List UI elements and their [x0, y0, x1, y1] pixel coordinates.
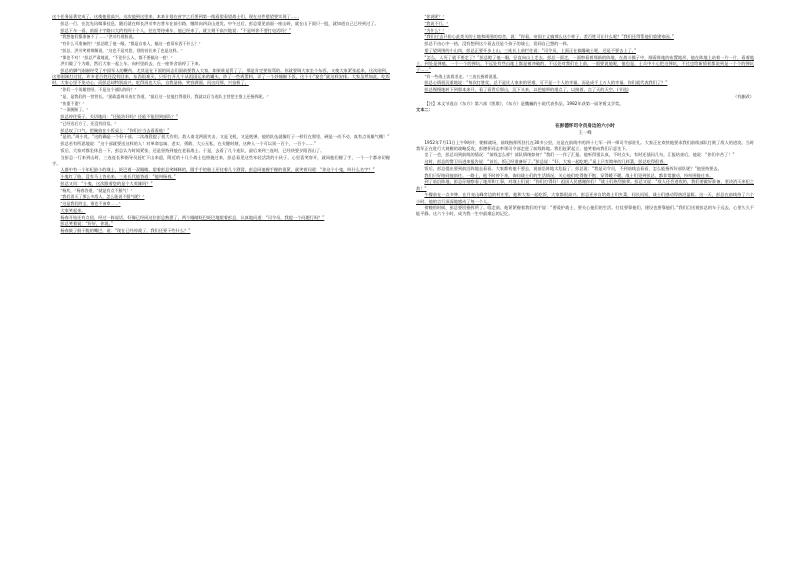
paragraph	[416, 41, 754, 47]
paragraph	[52, 188, 390, 194]
paragraph	[416, 28, 754, 34]
paragraph-text: “那也不对！”彭总严肃地说，“不论什么人，都不要搞这一套！”	[60, 54, 173, 60]
paragraph-text: “我说不行。”	[424, 20, 449, 26]
paragraph	[416, 34, 754, 40]
paragraph-text: 杨春开始还有点扭，经过一阵说话，好像已经同这位彭总熟悉了，两个眼睛眨巴眨巴地望着彭总，认真地问道：“司令员，我提一个问题行吗？”	[60, 214, 325, 220]
paragraph-text: 我们只好陪同他前往。一路上，他不时停下来，询问战士们的生活情况，关心他们吃得饱不饱、穿得暖不暖。战士们见到彭总，都非常激动，纷纷围拢过来。	[424, 172, 714, 178]
paragraph-text: （有删改）	[733, 93, 754, 99]
paragraph	[416, 101, 754, 107]
paragraph	[52, 41, 390, 47]
section-label	[416, 107, 754, 113]
paragraph-text: 彭总慢慢地转下到那本来开，看了看背后那山，沉下头来，以把他带的烟点了，以接着，点了天的天空。(节选)	[424, 87, 629, 93]
paragraph-text: 饭后，彭总提出要到前沿阵地去看看。大家都劝他不要去，说前沿阵地太危险了。彭总说：“我是司令员，不到前线去看看，怎么能指挥好部队呢？”他坚持要去。	[424, 165, 722, 171]
paragraph-text: “一条腿断了。”	[60, 107, 89, 113]
paragraph-text: 人群中有一个年纪最小的战士，眨巴着一双眼睛，望着彭总笑眯眯的，圆手手的脸上还挂着几个酒窝，彭总同他握手握的很紧，就笑着问道：“你这个小鬼，叫什么名字？”	[60, 167, 375, 173]
paragraph-text: 彭总一行，在沈先讯喝事挂息，随后就在师长洪川率吉普车在前引路，继续向四县山进发。中午过后，彭总望见前面一座山岭，就在山下面只一股，就知道自己已经到过了。	[60, 20, 379, 26]
paragraph-text: “彭总，洪川笑着辩解说，“这也不是对您，别的首长来了也是这样。”	[60, 47, 183, 53]
paragraph-text: 洪川做了个为难，然后大家一起上车，向村里前去，在一座茶舍前停了下来。	[60, 61, 203, 67]
paragraph	[52, 48, 390, 54]
paragraph-text: 大家笑起来。	[60, 207, 86, 213]
paragraph	[52, 28, 390, 34]
paragraph	[52, 148, 390, 154]
paragraph	[416, 166, 754, 172]
article-author	[416, 131, 754, 137]
paragraph	[52, 101, 390, 107]
paragraph-text: “杨兆，”杨春答道，“就是有点不服气！”	[60, 187, 133, 193]
paragraph	[52, 94, 390, 100]
paragraph-text: 这个任务显著完成了。这使他很高兴。这次他到这里来，本来计划在省字之后要到第一线看望看望战士们，现在这件愿望要实现了……	[52, 14, 300, 19]
paragraph	[416, 173, 754, 179]
paragraph-text: 当彭总一行来到山时，三连连长和指导员赶忙下山来迎，附近的十几个战士也围拢过来，彭总看见这些年轻活泼的小伙子，心里喜笑容开，就同他们握了手，一个一个都亲切握手。	[52, 154, 390, 166]
paragraph-text: “你们一个英雄营呀，不是这个部队的吗？”	[60, 87, 137, 93]
paragraph	[52, 181, 390, 187]
paragraph	[52, 14, 390, 20]
paragraph-text: 杨春鼓了鼓干脆的嘴巴，说：“现在已经停战了，我们还要干些什么？”	[60, 228, 191, 234]
paragraph	[416, 205, 754, 217]
source-note	[416, 94, 754, 100]
paragraph-text: “已经送后方了，还没有回信。”	[60, 120, 117, 126]
paragraph	[416, 152, 754, 158]
paragraph-text: “伤重不重？”	[60, 100, 85, 106]
paragraph-text: 彭总心情很沉重地说：“每次打胜仗，总不是比人家来的更难，可不是一个人的幸福，而是成千上万人的幸福，你们就代表我们了？”	[424, 80, 668, 86]
paragraph-text: 1952年7月11日上午9时许，朝鲜战场，前线指挥所驻扎在30多公里，这是在前线中的四十七军一四一师司令部驻扎。大家正在欢快地要求我们前线部队打败了敌人的进攻。当时我军正在进行大规模的战略反攻，彭德怀同志率领司令部走进了前线阵地。我们赶紧起立，他笑着向我们示意坐下。	[416, 139, 754, 151]
paragraph	[52, 128, 390, 134]
paragraph	[416, 48, 754, 54]
paragraph	[416, 179, 754, 191]
paragraph-text: 【注】本文节选自《东方》第六部《凯歌》，《东方》是魏巍的小说代表作品，1982年获第一届茅盾文学奖。	[424, 100, 624, 106]
paragraph	[52, 55, 390, 61]
paragraph	[416, 192, 754, 204]
paragraph	[416, 87, 754, 93]
paragraph-text: “是，是我们的一营营长。”团政委周川连忙答道，“最后这一仗他打得很好，我就以后当连队主营把主推上还指挥呢。”	[60, 93, 269, 99]
paragraph-text: 彭总叹了口气，把碗放在小饭桌上：“你们应当去看看他！”	[60, 127, 170, 133]
paragraph-text: “是的。”周小兆，“这的确是一个好干部，二次战役提了很大作用。敌人南北两面夹击，又是飞机，又是炮弹，他的队伍就像钉子一样钉在那里，硬是一动不动，真有点英雄气概！”	[60, 134, 390, 140]
paragraph	[52, 141, 390, 147]
paragraph	[52, 194, 390, 200]
paragraph	[52, 208, 390, 214]
spacer	[416, 114, 754, 120]
paragraph	[52, 221, 390, 227]
paragraph	[52, 167, 390, 173]
right-column	[416, 14, 754, 552]
paragraph-text: “有什么可准备的？”彭总瞪了他一眼，“都是自家人，搞这一套旧东西干什么？”	[60, 41, 201, 46]
paragraph-text: 这时，彭总的警卫员进来报告说：“首长，饭已经准备好了。”彭总说：“好，大家一起吃吧。”桌上只有简单的几样菜，彭总吃得很香。	[424, 159, 668, 165]
paragraph	[52, 174, 390, 180]
paragraph-text: 王一峰	[578, 131, 592, 137]
paragraph-text: 彭总笑着说：“好好，你说。”	[60, 221, 113, 227]
left-column	[52, 14, 390, 552]
paragraph	[416, 55, 754, 73]
paragraph	[52, 134, 390, 140]
paragraph-text: “这是我们的宝，谁也不该拿……”	[60, 201, 121, 207]
paragraph	[52, 228, 390, 234]
paragraph	[52, 201, 390, 207]
paragraph	[52, 68, 390, 86]
paragraph-text: 文本二：	[416, 107, 433, 113]
paragraph-text: “为什么？”	[424, 27, 445, 33]
paragraph-text: 彭总不由心中一热，没有想到这个看去还是个孩子的战士，竟同自己想的一样。	[424, 41, 571, 46]
paragraph	[416, 74, 754, 80]
paragraph-text: 彭总停住筷子，关切地问：“还能治好吗？还能不能回到部队？”	[60, 114, 178, 120]
paragraph-text: 傍晚的时候，彭总要回指挥所了。临走前，他紧紧握着我们的手说：“要爱护战士，要关心他们的生活。打仗要靠他们，建设也要靠他们。”我们目送着彭总的车子远去，心里久久不能平静。这六个小时，成为我一生中最难忘的记忆。	[416, 205, 754, 217]
paragraph	[52, 155, 390, 167]
paragraph	[52, 215, 390, 221]
article-title	[416, 124, 754, 130]
paragraph-text: 望了望周围的小山岗，彭总正要开步上山，三连长上前拦住说：“司令员，上面正在搞爆破土呢，还是不要去上了。”	[424, 47, 637, 53]
paragraph	[52, 107, 390, 113]
paragraph-text: “我想他们都准备不了……”洪川红着脸说。	[60, 34, 137, 40]
paragraph-text: “我们过去只担心此类关的土地和周围的房舍，说：“你看，帝国主义搞那么这个样子，差百姓可让什么呢？”我们还得帮他们重建家园。”	[424, 34, 674, 40]
paragraph	[52, 121, 390, 127]
paragraph-text: “你说呢？”	[424, 14, 445, 19]
paragraph	[416, 80, 754, 86]
paragraph	[416, 140, 754, 152]
paragraph-text: “我们消灭了那么多敌人，怎么能说不服气呢？”	[60, 194, 145, 200]
paragraph-text: 彭总下车一看，前面十字路口大约有四十个人，往在等待乘车，他已经来了，就立刻不高兴地说：“不是叫你不要打电话吗？”	[60, 27, 291, 33]
paragraph-text: 小鬼红了脸，没有马上答出来。三连长代他答道：“他叫杨春。”	[60, 174, 176, 180]
paragraph-text: 彭总又问：“小鬼，这次跟着您的是个大英雄吗？”	[60, 180, 153, 186]
paragraph-text: 彭总若有所思地说：“这个部就要送这样的人！对革命忠诚、老实、勇敢、大公无私，在关键时刻，这种人一个可以顶一百个，一百个……”	[60, 141, 316, 147]
paragraph	[416, 159, 754, 165]
paragraph-text: 饭后，大家对都坐休息一下，彭总认为时间紧张，还是坚持到他在老看战士。于是，去看了几个连队，最后来到三连时，已经快要夕阳西山了。	[60, 147, 325, 153]
paragraph-text: “有一些战士流着泪走。”三连长指着说道。	[424, 73, 501, 79]
paragraph-text: 坐了一会，彭总问到前线的情况：“前线怎么样？部队情绪如何？”我们一一作了汇报。他听得很认真，不时点头，有时还插问几句。汇报结束后，他说：“你们辛苦了！”	[424, 152, 735, 158]
paragraph	[416, 21, 754, 27]
paragraph	[416, 14, 754, 20]
paragraph	[52, 61, 390, 67]
paragraph	[52, 34, 390, 40]
paragraph	[52, 21, 390, 27]
paragraph-text: “怎么，人死了就不要走了？”彭总瞪了他一眼，径直向山上走去。彭总一面走，一面察看着那新的阵地，在战斗摸子中，细看阵地的布置地形，他在阵地上站着一片一片，看着地上，到处是弹痕，一个一个的弹坑，不远处有些山地上都是被冲破的，不远处对我们在上前，一面要说他呢，他也是，士兵中小心把这弹坑，不过也给新情景都说到是一个个的弹坑子……”	[416, 54, 754, 72]
paragraph-text: 彭总的脚气刚刚经受了中国军人的鞭伤，尤其是在下面的同志们面前要我入大家，如果谁是罚了了，那是肯定要挨骂的。你就要调大家坐个东西，又使大家紧张起来，这次刚到，这里刚刚打过仗，许多老百姓还没有回来，东西很难买，只好打开几个从祖国运来的罐头，炒了一些鸡蛋料，弄了一个炒辣椒下饭，这个小“宴会”就这样安排。大家虽然如此，吃饭时，大家心里不免动心，而彭总却特别高兴，吃得再也大乐，自我显扬，笑容满面，问这问那，兴奋极了。	[52, 68, 390, 86]
paragraph-text: 到了前沿阵地，彭总仔细察看了地形和工事，对战士们说：“你们打得好！祖国人民感谢你们！”战士们热烈鼓掌。彭总又说：“敌人还会进攻的，我们要做好准备，坚决消灭来犯之敌！”	[416, 179, 754, 191]
two-column-layout	[52, 14, 754, 552]
paragraph	[52, 87, 390, 93]
paragraph-text: 午餐前在一点多钟，在月亮山峰旁边的村庄里，他和大家一起吃饭，大家都很高兴。彭总还亲自给战士们夹菜，问长问短，战士们感动得热泪盈眶。这一天，彭总在前线待了六个小时，他的言行深深地感动了每一个人。	[416, 192, 754, 204]
paragraph	[52, 114, 390, 120]
paragraph-text: 在彭德怀司令员身边的六小时	[555, 124, 615, 130]
